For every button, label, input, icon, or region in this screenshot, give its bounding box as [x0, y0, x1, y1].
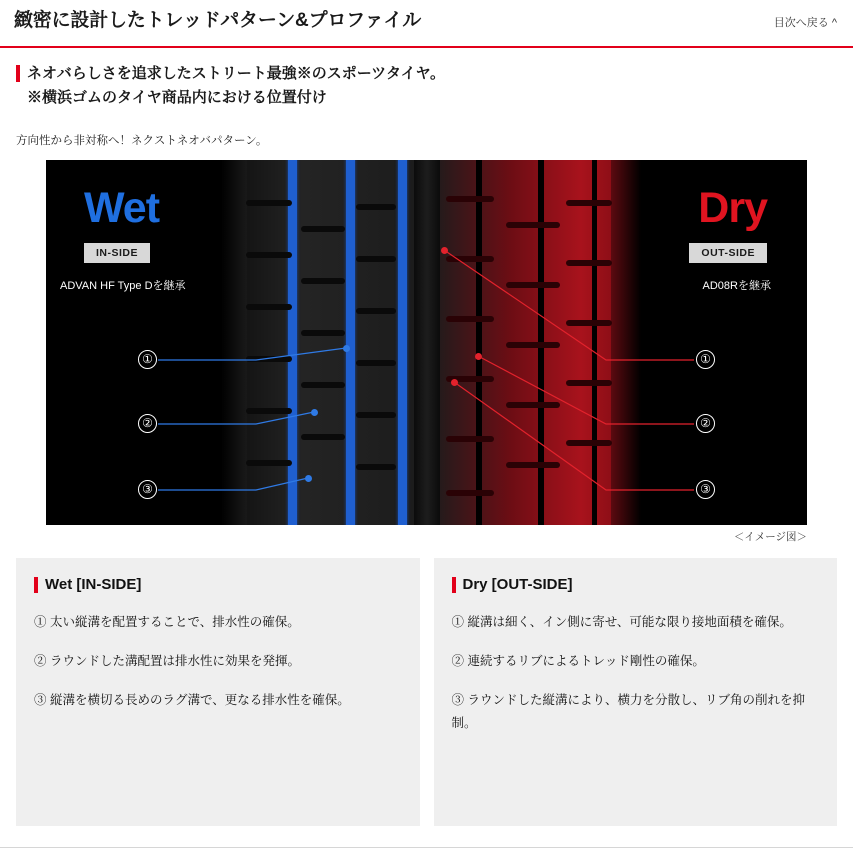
panel-dry-item-3: ③ ラウンドした縦溝により、横力を分散し、リブ角の削れを抑制。 [451, 693, 805, 730]
in-side-tag: IN-SIDE [84, 243, 150, 263]
back-to-index-link[interactable]: 目次へ戻る ^ [773, 17, 837, 29]
wet-label: Wet [84, 184, 160, 232]
panel-wet-title-row [34, 576, 400, 593]
accent-bar-icon [452, 577, 456, 593]
callout-dot-dry-2 [475, 353, 482, 360]
out-side-tag: OUT-SIDE [689, 243, 767, 263]
page-header [0, 0, 853, 40]
callout-number-wet-3: ③ [138, 480, 157, 499]
callout-number-wet-1: ① [138, 350, 157, 369]
panel-wet-item-3: ③ 縦溝を横切る長めのラグ溝で、更なる排水性を確保。 [34, 693, 350, 707]
callout-number-dry-2: ② [696, 414, 715, 433]
accent-bar-icon [34, 577, 38, 593]
panel-wet-item-1: ① 太い縦溝を配置することで、排水性の確保。 [34, 615, 300, 629]
figure-wrapper [0, 148, 853, 525]
panel-wet-item-2: ② ラウンドした溝配置は排水性に効果を発揮。 [34, 654, 300, 668]
callout-dot-wet-1 [343, 345, 350, 352]
callout-dot-dry-1 [441, 247, 448, 254]
callout-dot-dry-3 [451, 379, 458, 386]
panel-dry-title: Dry [OUT-SIDE] [462, 576, 573, 593]
callout-number-dry-3: ③ [696, 480, 715, 499]
panel-dry-title-row [452, 576, 818, 593]
lead-subline: ※横浜ゴムのタイヤ商品内における位置付け [27, 89, 327, 106]
wet-inherit-text: ADVAN HF Type Dを継承 [60, 280, 186, 292]
panel-dry-item-2: ② 連続するリブによるトレッド剛性の確保。 [451, 654, 705, 668]
dry-label: Dry [698, 184, 767, 232]
callout-dot-wet-3 [305, 475, 312, 482]
lead-section [0, 48, 853, 110]
panel-wet [16, 558, 420, 826]
callout-dot-wet-2 [311, 409, 318, 416]
detail-panels [0, 544, 853, 826]
callout-leader-lines [46, 160, 807, 525]
lead-headline-text: ネオバらしさを追求したストリート最強※のスポーツタイヤ。 [27, 65, 446, 82]
callout-number-wet-2: ② [138, 414, 157, 433]
panel-dry-item-1: ① 縦溝は細く、イン側に寄せ、可能な限り接地面積を確保。 [451, 615, 792, 629]
figure-caption-note: 方向性から非対称へ！ネクストネオバパターン。 [16, 135, 268, 147]
page-title: 緻密に設計したトレッドパターン&プロファイル [14, 10, 421, 31]
panel-wet-title: Wet [IN-SIDE] [45, 576, 142, 593]
tire-tread-figure [46, 160, 807, 525]
lead-headline [16, 62, 837, 86]
panel-dry [434, 558, 838, 826]
footer-divider [0, 847, 853, 848]
callout-number-dry-1: ① [696, 350, 715, 369]
image-note: ＜イメージ図＞ [733, 531, 807, 543]
accent-bar-icon [16, 65, 20, 82]
dry-inherit-text: AD08Rを継承 [702, 280, 771, 292]
